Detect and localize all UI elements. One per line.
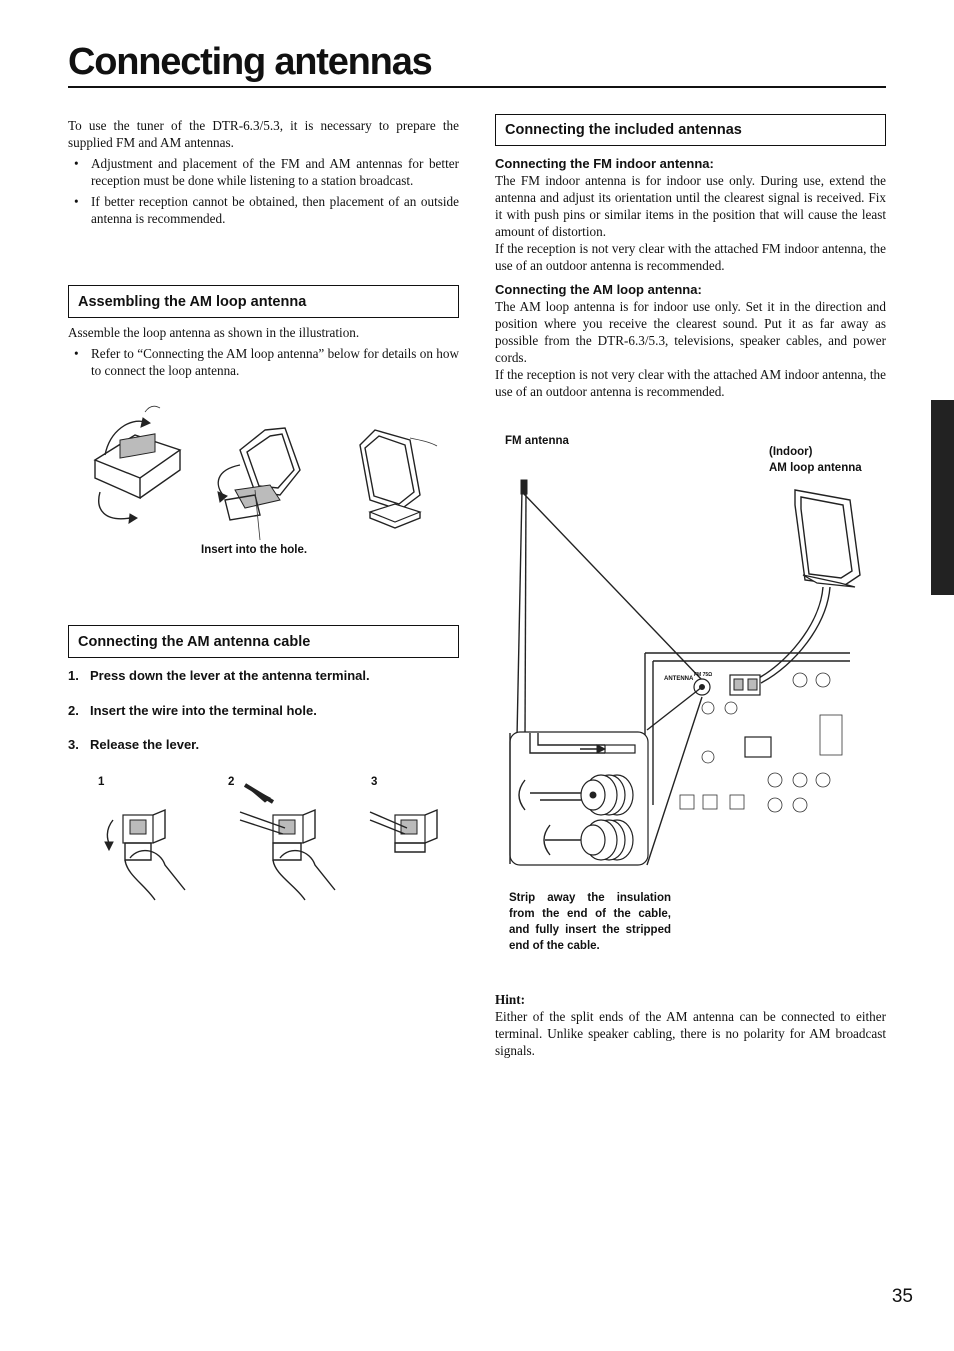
step-number: 1. <box>68 668 79 683</box>
am-loop-label-line1: (Indoor) <box>769 446 813 458</box>
strip-cable-callout <box>510 687 702 865</box>
page-number: 35 <box>891 1286 913 1307</box>
assembled-loop-figure <box>360 430 437 528</box>
step-text: Insert the wire into the terminal hole. <box>90 703 317 718</box>
hint-text: Either of the split ends of the AM antenna can be connected to either terminal. Unlike speaker cabling, there is no polarity for AM broadcast signals. <box>495 1009 886 1058</box>
assembling-bullets <box>68 345 459 379</box>
fm-antenna-label: FM antenna <box>505 435 569 447</box>
fm-antenna-wire <box>517 480 702 737</box>
antenna-terminal-label: ANTENNA <box>664 676 694 682</box>
assembling-heading-box <box>68 285 459 318</box>
included-heading-box <box>495 114 886 146</box>
step-text: Release the lever. <box>90 737 200 752</box>
antenna-connection-diagram <box>505 475 850 870</box>
cable-steps <box>68 668 459 758</box>
step-number: 2. <box>68 703 79 718</box>
cable-heading: Connecting the AM antenna cable <box>78 633 311 650</box>
folded-antenna-figure <box>95 406 180 523</box>
figure-label-2: 2 <box>228 776 235 788</box>
insert-caption: Insert into the hole. <box>201 544 308 556</box>
intro-bullet: • Adjustment and placement of the FM and AM antennas for better reception must be done while listening to a station broadcast. <box>68 155 459 189</box>
assembling-heading: Assembling the AM loop antenna <box>78 293 307 310</box>
loop-insert-figure <box>218 428 300 540</box>
hint-section <box>495 991 886 1059</box>
cable-step <box>68 703 317 718</box>
am-paragraph: The AM loop antenna is for indoor use only. Set it in the direction and position where you receive the clearest sound. Put it as far away as possible from the DTR-6.3/5.3, televisions, speaker cables, and power cords. <box>495 299 886 365</box>
assembling-section <box>68 324 459 383</box>
assembling-text: Assemble the loop antenna as shown in the illustration. <box>68 325 360 340</box>
am-loop-assembly-illustration <box>75 400 455 535</box>
cable-step <box>68 737 199 752</box>
release-lever-figure <box>370 810 437 852</box>
insert-wire-figure <box>240 785 335 900</box>
press-lever-figure <box>105 810 185 900</box>
intro-text: To use the tuner of the DTR-6.3/5.3, it is necessary to prepare the supplied FM and AM antennas. <box>68 118 459 150</box>
strip-caption: Strip away the insulation from the end of the cable, and fully insert the stripped end of the cable. <box>509 892 671 952</box>
fm-paragraph: The FM indoor antenna is for indoor use only. During use, extend the antenna and adjust its orientation until the clearest signal is received. Fix it with push pins or similar items in the position that will cause the least amount of distortion. <box>495 173 886 239</box>
section-side-tab <box>931 400 954 595</box>
hint-label: Hint: <box>495 992 526 1007</box>
intro-bullet: • If better reception cannot be obtained, then placement of an outside antenna is recommended. <box>68 193 459 227</box>
am-paragraph: If the reception is not very clear with the attached AM indoor antenna, the use of an outdoor antenna is recommended. <box>495 367 886 399</box>
fm75-label: FM 75Ω <box>694 672 713 678</box>
cable-step-illustration <box>95 790 445 905</box>
am-subheading: Connecting the AM loop antenna: <box>495 282 702 297</box>
step-text: Press down the lever at the antenna terminal. <box>90 668 370 683</box>
assembling-bullet: • Refer to “Connecting the AM loop antenna” below for details on how to connect the loop antenna. <box>68 345 459 379</box>
title-rule <box>68 86 886 88</box>
am-loop-label-line2: AM loop antenna <box>769 462 862 474</box>
intro-bullets <box>68 155 459 227</box>
figure-label-1: 1 <box>98 776 105 788</box>
am-loop-antenna <box>755 490 860 683</box>
included-heading: Connecting the included antennas <box>505 122 742 138</box>
figure-label-3: 3 <box>371 776 378 788</box>
fm-section <box>495 155 886 400</box>
cable-step <box>68 668 370 683</box>
fm-paragraph: If the reception is not very clear with the attached FM indoor antenna, the use of an outdoor antenna is recommended. <box>495 241 886 273</box>
page-title: Connecting antennas <box>68 41 432 83</box>
step-number: 3. <box>68 737 79 752</box>
cable-heading-box <box>68 625 459 658</box>
intro-section <box>68 117 459 231</box>
fm-subheading: Connecting the FM indoor antenna: <box>495 156 714 171</box>
